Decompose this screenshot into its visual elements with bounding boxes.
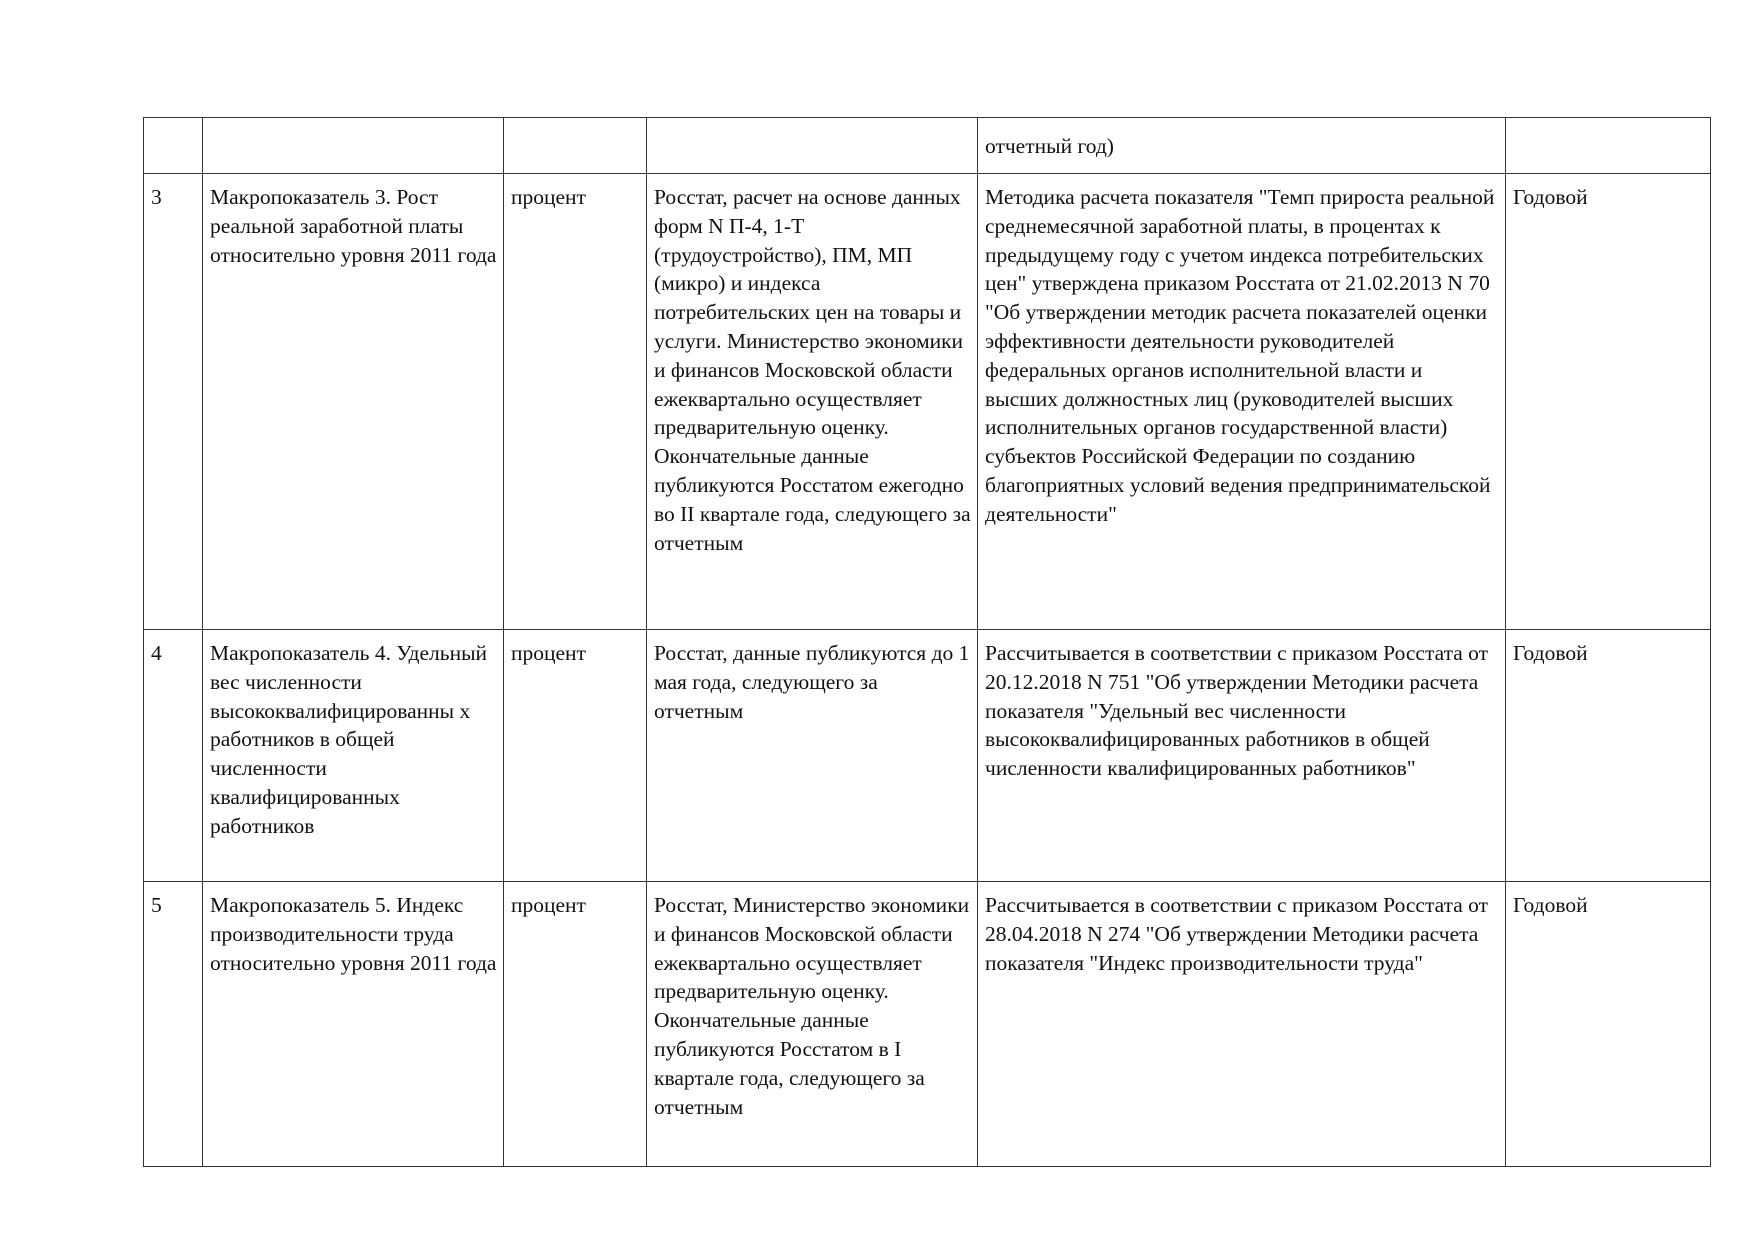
cell-unit: процент [504,630,647,882]
cell-number [144,118,203,174]
cell-number: 5 [144,882,203,1167]
cell-number: 3 [144,174,203,630]
cell-periodicity [1506,118,1711,174]
cell-periodicity: Годовой [1506,174,1711,630]
cell-methodology: Рассчитывается в соответствии с приказом Росстата от 28.04.2018 N 274 "Об утверждении Методики расчета показателя "Индекс производительности труда" [978,882,1506,1167]
cell-unit [504,118,647,174]
table-row [144,882,1711,1167]
cell-indicator-name: Макропоказатель 3. Рост реальной заработной платы относительно уровня 2011 года [203,174,504,630]
cell-methodology: отчетный год) [978,118,1506,174]
cell-source: Росстат, Министерство экономики и финансов Московской области ежеквартально осуществляет предварительную оценку. Окончательные данные публикуются Росстатом в I квартале года, следующего за отчетным [647,882,978,1167]
cell-indicator-name [203,118,504,174]
cell-methodology: Методика расчета показателя "Темп прироста реальной среднемесячной заработной платы, в процентах к предыдущему году с учетом индекса потребительских цен" утверждена приказом Росстата от 21.02.2013 N 70 "Об утверждении методик расчета показателей оценки эффективности деятельности руководителей федеральных органов исполнительной власти и высших должностных лиц (руководителей высших исполнительных органов государственной власти) субъектов Российской Федерации по созданию благоприятных условий ведения предпринимательской деятельности" [978,174,1506,630]
cell-number: 4 [144,630,203,882]
cell-unit: процент [504,174,647,630]
table-row [144,174,1711,630]
cell-periodicity: Годовой [1506,882,1711,1167]
indicators-table [143,117,1711,1167]
cell-source [647,118,978,174]
cell-source: Росстат, расчет на основе данных форм N П-4, 1-Т (трудоустройство), ПМ, МП (микро) и индекса потребительских цен на товары и услуги. Министерство экономики и финансов Московской области ежеквартально осуществляет предварительную оценку. Окончательные данные публикуются Росстатом ежегодно во II квартале года, следующего за отчетным [647,174,978,630]
cell-periodicity: Годовой [1506,630,1711,882]
cell-unit: процент [504,882,647,1167]
cell-indicator-name: Макропоказатель 4. Удельный вес численности высококвалифицированны х работников в общей численности квалифицированных работников [203,630,504,882]
cell-source: Росстат, данные публикуются до 1 мая года, следующего за отчетным [647,630,978,882]
table-row [144,118,1711,174]
table-row [144,630,1711,882]
cell-indicator-name: Макропоказатель 5. Индекс производительности труда относительно уровня 2011 года [203,882,504,1167]
cell-methodology: Рассчитывается в соответствии с приказом Росстата от 20.12.2018 N 751 "Об утверждении Методики расчета показателя "Удельный вес численности высококвалифицированных работников в общей численности квалифицированных работников" [978,630,1506,882]
